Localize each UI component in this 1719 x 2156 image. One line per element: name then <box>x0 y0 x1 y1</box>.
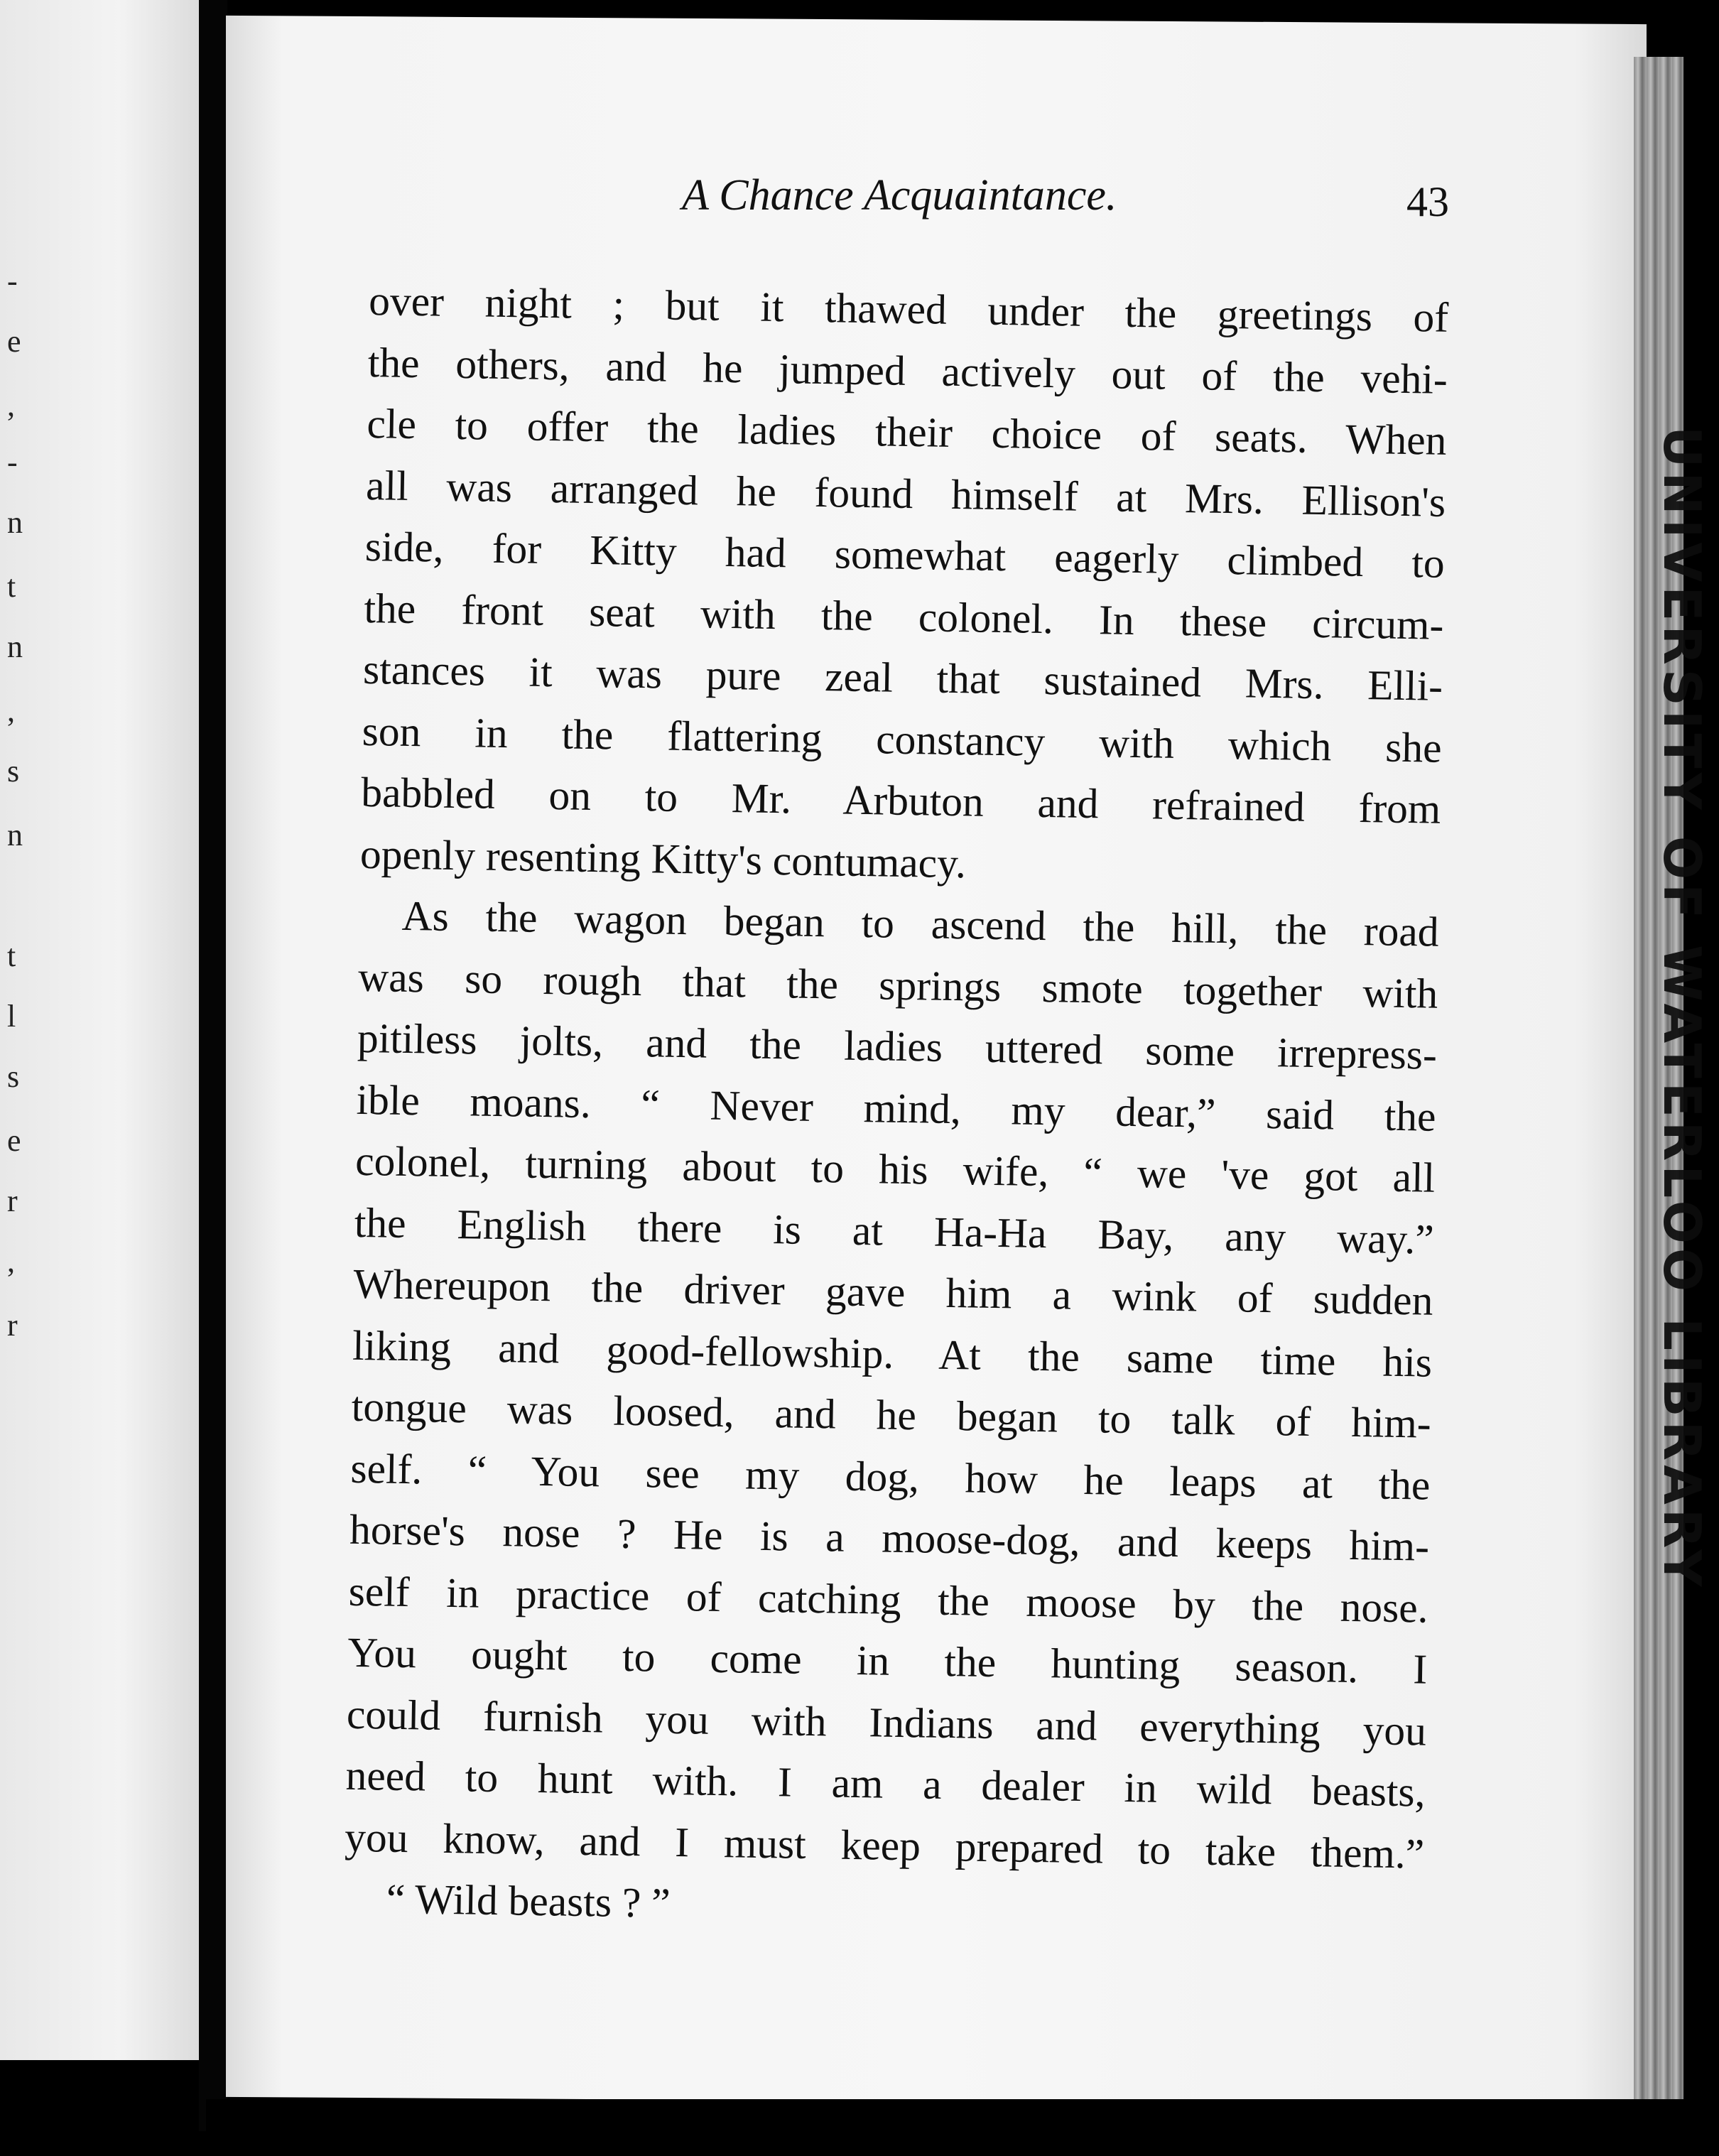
left-page-fragment: n <box>7 629 23 664</box>
left-page-fragment: n <box>7 818 23 852</box>
text-line: pitiless jolts, and the ladies uttered some irrepress- <box>357 1014 1438 1078</box>
text-line: tongue was loosed, and he began to talk of him- <box>351 1382 1432 1447</box>
page-number: 43 <box>1406 178 1449 225</box>
text-line: Whereupon the driver gave him a wink of sudden <box>353 1260 1433 1324</box>
body-text <box>343 270 1448 1946</box>
left-page-fragment: t <box>7 569 16 604</box>
text-line: side, for Kitty had somewhat eagerly climbed to <box>364 522 1446 587</box>
running-title: A Chance Acquaintance. <box>682 171 1117 220</box>
text-line: over night ; but it thawed under the greetings of <box>368 276 1449 341</box>
left-page-fragment: e <box>7 324 21 359</box>
left-page-fragment: , <box>7 388 15 423</box>
text-line: cle to offer the ladies their choice of seats. When <box>367 399 1447 464</box>
text-line: stances it was pure zeal that sustained Mrs. Elli- <box>362 645 1443 710</box>
text-line: you know, and I must keep prepared to take them.” <box>344 1813 1425 1878</box>
text-line: could furnish you with Indians and everything you <box>346 1690 1427 1755</box>
left-page-fragment: - <box>7 264 18 298</box>
text-line: the front seat with the colonel. In these circum- <box>364 584 1444 649</box>
text-line: need to hunt with. I am a dealer in wild beasts, <box>345 1751 1426 1816</box>
text-line: the others, and he jumped actively out of the vehi- <box>367 338 1448 403</box>
text-line: the English there is at Ha-Ha Bay, any way.” <box>354 1198 1435 1263</box>
text-line: “ Wild beasts ? ” <box>386 1875 671 1927</box>
text-line: was so rough that the springs smote together with <box>357 953 1438 1017</box>
left-facing-page <box>0 0 199 2060</box>
left-page-fragment: r <box>7 1183 18 1218</box>
book-gutter <box>199 0 227 2131</box>
text-line: all was arranged he found himself at Mrs. Ellison's <box>365 461 1446 526</box>
text-line: self. “ You see my dog, how he leaps at the <box>349 1444 1431 1509</box>
bottom-shadow <box>206 2099 1719 2156</box>
left-page-fragment: - <box>7 445 18 480</box>
library-stamp: UNIVERSITY OF WATERLOO LIBRARY <box>1652 426 1712 1591</box>
left-page-fragment: s <box>7 1059 20 1094</box>
text-line: babbled on to Mr. Arbuton and refrained from <box>360 768 1441 833</box>
left-page-fragment: t <box>7 938 16 973</box>
left-page-fragment: n <box>7 505 23 540</box>
left-page-fragment: s <box>7 754 20 789</box>
left-page-fragment: r <box>7 1308 18 1343</box>
text-line: son in the flattering constancy with which she <box>362 707 1443 771</box>
text-line: liking and good-fellowship. At the same time his <box>352 1321 1433 1386</box>
text-line: You ought to come in the hunting season. I <box>347 1628 1428 1693</box>
text-line: openly resenting Kitty's contumacy. <box>359 830 967 887</box>
text-line: horse's nose ? He is a moose-dog, and keeps him- <box>349 1505 1430 1570</box>
text-line: colonel, turning about to his wife, “ we 've got all <box>354 1137 1436 1201</box>
text-line: As the wagon began to ascend the hill, the road <box>401 892 1440 955</box>
left-page-fragment: , <box>7 693 15 728</box>
left-page-fragment: l <box>7 999 16 1034</box>
left-page-fragment: , <box>7 1244 15 1279</box>
left-page-fragment: e <box>7 1123 21 1158</box>
text-line: self in practice of catching the moose by the nose. <box>348 1567 1429 1632</box>
text-line: ible moans. “ Never mind, my dear,” said the <box>356 1076 1436 1140</box>
